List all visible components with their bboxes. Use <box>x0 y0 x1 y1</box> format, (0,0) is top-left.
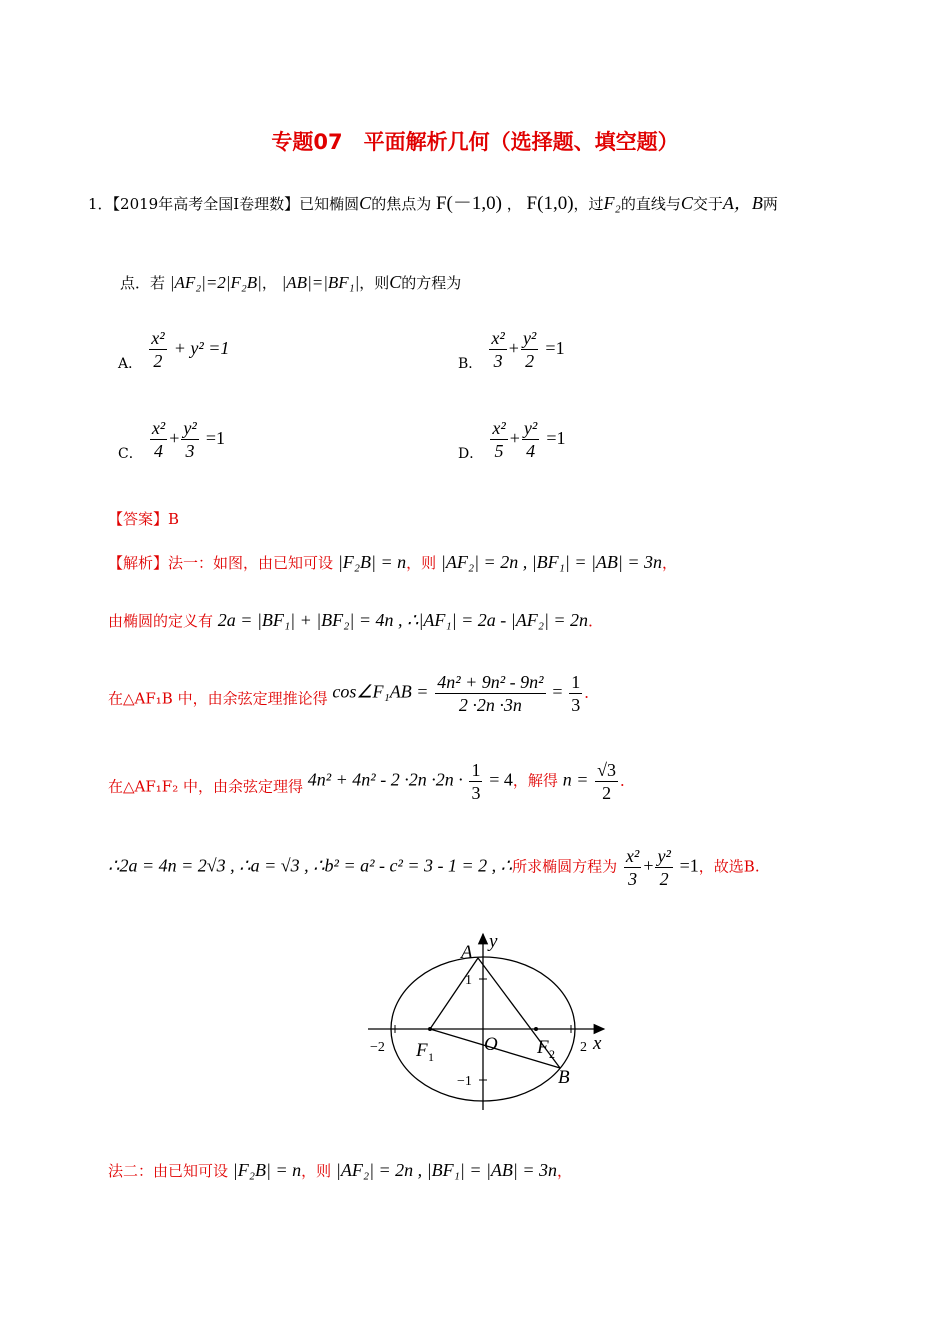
label-o: O <box>484 1034 498 1055</box>
option-rest: =1 <box>546 428 566 448</box>
fraction-numerator: y² <box>523 418 538 438</box>
fraction-denominator: 2 <box>602 783 612 803</box>
point-f1 <box>428 1027 432 1031</box>
option-a[interactable] <box>118 328 229 373</box>
punctuation: ， <box>662 554 678 572</box>
condition-2: |AB|=|BF₁| <box>281 273 360 292</box>
fraction-denominator: 4 <box>154 441 163 461</box>
fraction-numerator: y² <box>522 328 537 348</box>
analysis-text: 法二：由已知可设 <box>108 1162 229 1180</box>
option-label: A． <box>118 356 143 372</box>
point-f2 <box>534 1027 538 1031</box>
analysis-text: ，解得 <box>512 771 558 790</box>
fraction-denominator: 3 <box>628 869 638 889</box>
analysis-text: ，则 <box>301 1162 332 1180</box>
focus-f1: F(－1,0) <box>435 193 502 214</box>
stem-text: 的直线与 <box>620 195 681 213</box>
fraction-numerator: 1 <box>571 672 581 692</box>
fraction-numerator: 4n² + 9n² - 9n² <box>437 672 544 692</box>
fraction-numerator: x² <box>625 846 640 866</box>
fraction-denominator: 3 <box>571 695 581 715</box>
fraction-numerator: x² <box>151 418 166 438</box>
label-b: B <box>558 1067 570 1088</box>
equation: n = <box>562 769 589 790</box>
question-source: 【2019年高考全国Ⅰ卷理数】 <box>112 195 300 213</box>
option-label: C． <box>118 446 143 462</box>
tick-label-1: 1 <box>465 973 472 988</box>
fraction-numerator: x² <box>151 328 165 348</box>
analysis-line-4 <box>108 760 635 803</box>
punctuation: ． <box>588 612 604 630</box>
separator: ， <box>261 274 277 292</box>
fraction-denominator: 2 ·2n ·3n <box>458 695 522 715</box>
equation: |AF₂| = 2n , |BF₁| = |AB| = 3n <box>335 1160 558 1180</box>
option-d[interactable]: D． $\frac{\text{x²}}{5}$ + $\frac{\text{y²}}{4}$ =1 <box>458 418 566 462</box>
equation: = 4 <box>489 769 513 790</box>
stem-text: 的方程为 <box>401 274 462 292</box>
analysis-line-5: ∴2a = 4n = 2√3 , ∴a = √3 , ∴b² = a² - c² = 3 - 1 = 2 , ∴所求椭圆方程为 $\frac{\text{x²}}{3}$ + $\frac{\text{y²}}{2}$ =1，故选B. <box>108 846 760 889</box>
label-f2: F <box>537 1037 549 1058</box>
question-1-line-2 <box>120 272 461 293</box>
label-x: x <box>593 1033 602 1054</box>
analysis-text: ，故选B. <box>698 857 760 876</box>
label-f1-sub: 1 <box>428 1050 434 1064</box>
option-label: D． <box>458 446 484 462</box>
fraction-denominator: 2 <box>153 351 163 371</box>
method-2-line <box>108 1160 572 1181</box>
fraction-denominator: 2 <box>525 351 535 371</box>
analysis-text: 由椭圆的定义有 <box>108 612 214 630</box>
stem-text: 两 <box>762 195 778 213</box>
fraction-numerator: √3 <box>597 760 617 780</box>
label-y: y <box>489 931 498 952</box>
fraction-numerator: y² <box>183 418 197 438</box>
equation: |F₂B| = n <box>337 552 407 572</box>
label-f1: F <box>416 1040 428 1061</box>
fraction-denominator: 3 <box>493 351 503 371</box>
punctuation: ． <box>620 771 636 790</box>
option-rest: =1 <box>545 338 565 358</box>
equation: |F₂B| = n <box>232 1160 302 1180</box>
option-label: B． <box>458 356 483 372</box>
analysis-text: 在△AF₁F₂ 中，由余弦定理得 <box>108 777 303 796</box>
analysis-text: 法一：如图，由已知可设 <box>168 554 334 572</box>
equation: 4n² + 4n² - 2 ·2n ·2n · <box>307 769 463 790</box>
fraction-numerator: x² <box>492 418 506 438</box>
question-number: 1． <box>88 195 113 213</box>
analysis-text: 在△AF₁B 中，由余弦定理推论得 <box>108 689 328 708</box>
stem-text: 交于 <box>692 195 723 213</box>
stem-text: 已知椭圆 <box>299 195 360 213</box>
question-1-line-1: 1．【2019年高考全国Ⅰ卷理数】已知椭圆C的焦点为 F(－1,0) ， F(1,0)，过F₂的直线与C交于A，B两 <box>88 193 778 214</box>
fraction-denominator: 5 <box>494 441 504 461</box>
fraction-denominator: 3 <box>185 441 195 461</box>
option-b[interactable]: B． $\frac{\text{x²}}{3}$ + $\frac{\text{y²}}{2}$ =1 <box>458 328 565 372</box>
ellipse-name: C <box>389 272 402 292</box>
option-rest: =1 <box>205 428 225 448</box>
analysis-line-3 <box>108 672 599 715</box>
focus-f2: F(1,0) <box>526 193 574 214</box>
condition-1: |AF₂|=2|F₂B| <box>169 273 262 292</box>
fraction-numerator: y² <box>657 846 671 866</box>
ellipse-figure <box>360 925 620 1115</box>
fraction-denominator: 3 <box>471 783 481 803</box>
points-ab: A，B <box>722 193 763 213</box>
equation: ∴2a = 4n = 2√3 , ∴a = √3 , ∴b² = a² - c² = 3 - 1 = 2 , ∴ <box>108 855 513 876</box>
fraction-numerator: 1 <box>471 760 481 780</box>
analysis-line-2 <box>108 610 603 631</box>
page-title: 专题07 平面解析几何（选择题、填空题） <box>271 130 679 154</box>
tick-label-neg2: −2 <box>370 1040 385 1055</box>
equation: =1 <box>679 855 699 876</box>
tick-label-neg1: −1 <box>457 1074 472 1089</box>
ellipse-name: C <box>359 193 372 213</box>
label-a: A <box>461 942 473 963</box>
label-f2-sub: 2 <box>549 1047 555 1061</box>
equation: |AF₂| = 2n , |BF₁| = |AB| = 3n <box>440 552 663 572</box>
stem-text: ，则 <box>359 274 390 292</box>
fraction-numerator: x² <box>491 328 505 348</box>
option-rest: + y² =1 <box>173 338 230 358</box>
option-c[interactable]: C． $\frac{\text{x²}}{4}$ + $\frac{\text{y²}}{3}$ =1 <box>118 418 225 462</box>
tick-label-2: 2 <box>580 1040 587 1055</box>
equation: cos∠F₁AB = <box>332 681 429 702</box>
fraction-denominator: 2 <box>659 869 669 889</box>
stem-text: ，过 <box>573 195 604 213</box>
stem-text: 的焦点为 <box>371 195 432 213</box>
fraction-denominator: 4 <box>526 441 536 461</box>
analysis-line-1 <box>108 552 677 573</box>
analysis-text: 所求椭圆方程为 <box>512 857 618 876</box>
punctuation: ． <box>584 683 600 702</box>
analysis-text: ，则 <box>406 554 437 572</box>
f2-label: F₂ <box>603 193 621 213</box>
punctuation: ， <box>557 1162 573 1180</box>
equation: 2a = |BF₁| + |BF₂| = 4n , ∴|AF₁| = 2a - |AF₂| = 2n <box>217 610 589 630</box>
analysis-label: 【解析】 <box>108 554 169 572</box>
equals: = <box>552 681 563 702</box>
segment-f1a <box>430 958 478 1029</box>
stem-text: 点．若 <box>120 274 166 292</box>
answer: 【答案】B <box>108 510 180 528</box>
